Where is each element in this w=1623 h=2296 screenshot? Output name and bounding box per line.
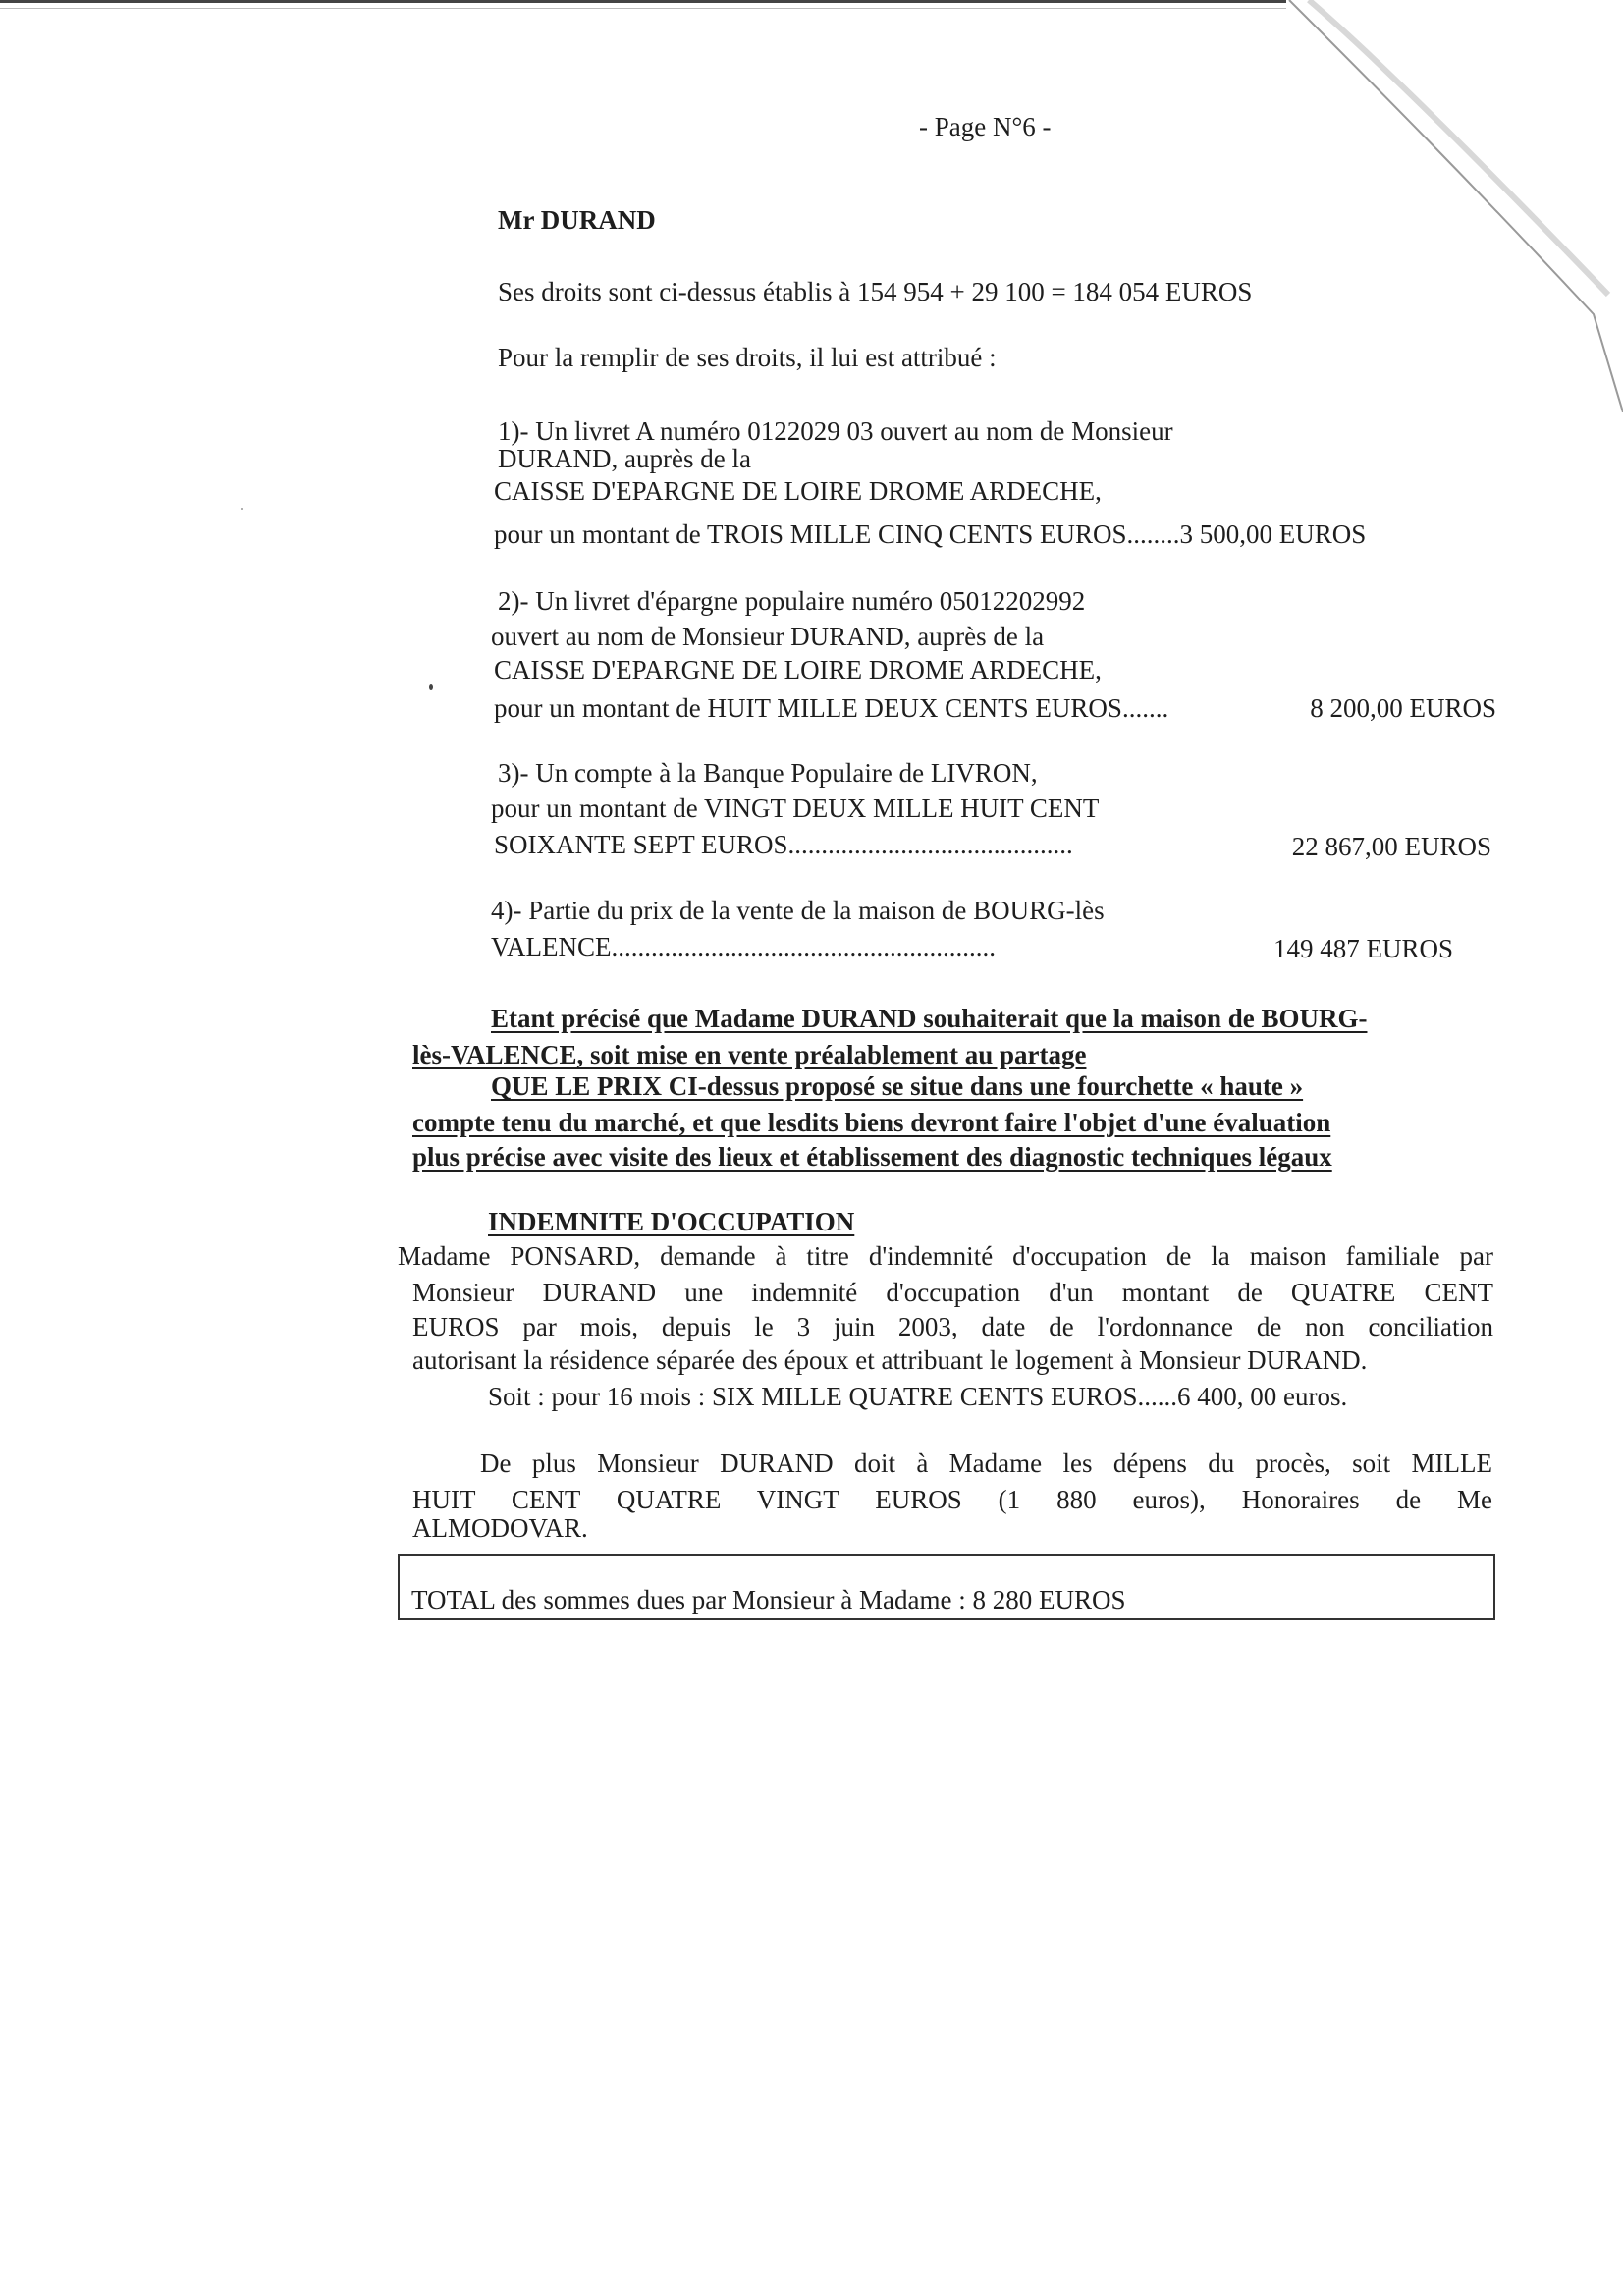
notice-line: plus précise avec visite des lieux et établissement des diagnostic techniques légaux (412, 1142, 1332, 1172)
depens-line: HUIT CENT QUATRE VINGT EUROS (1 880 euros), Honoraires de Me (412, 1485, 1492, 1514)
scan-speck (241, 508, 243, 510)
item-line: CAISSE D'EPARGNE DE LOIRE DROME ARDECHE, (494, 655, 1102, 684)
item-line: 2)- Un livret d'épargne populaire numéro 05012202992 (498, 586, 1086, 616)
indemnite-line: Madame PONSARD, demande à titre d'indemnité d'occupation de la maison familiale par (398, 1241, 1493, 1271)
folded-corner-shadow (1270, 0, 1623, 412)
rights-line: Ses droits sont ci-dessus établis à 154 954 + 29 100 = 184 054 EUROS (498, 277, 1253, 306)
notice-line: lès-VALENCE, soit mise en vente préalablement au partage (412, 1040, 1087, 1069)
total-box (398, 1554, 1495, 1620)
scan-speck (429, 684, 433, 690)
item-line: VALENCE.......................................................... (491, 932, 997, 961)
indemnite-line: Soit : pour 16 mois : SIX MILLE QUATRE CENTS EUROS......6 400, 00 euros. (488, 1382, 1348, 1411)
scan-edge-line-faint (0, 8, 1286, 9)
total-line: TOTAL des sommes dues par Monsieur à Madame : 8 280 EUROS (411, 1585, 1126, 1614)
item-line: SOIXANTE SEPT EUROS........................................... (494, 830, 1073, 859)
item-amount: 8 200,00 EUROS (1310, 693, 1496, 723)
item-line: DURAND, auprès de la (498, 444, 751, 473)
indemnite-title: INDEMNITE D'OCCUPATION (488, 1207, 855, 1236)
notice-line: Etant précisé que Madame DURAND souhaiterait que la maison de BOURG- (491, 1004, 1368, 1033)
indemnite-line: Monsieur DURAND une indemnité d'occupation d'un montant de QUATRE CENT (412, 1278, 1493, 1307)
indemnite-line: EUROS par mois, depuis le 3 juin 2003, date de l'ordonnance de non conciliation (412, 1312, 1493, 1341)
notice-line: QUE LE PRIX CI-dessus proposé se situe dans une fourchette « haute » (491, 1071, 1304, 1101)
depens-line: De plus Monsieur DURAND doit à Madame les dépens du procès, soit MILLE (480, 1449, 1492, 1478)
item-line: CAISSE D'EPARGNE DE LOIRE DROME ARDECHE, (494, 476, 1102, 506)
item-amount: 149 487 EUROS (1272, 934, 1453, 963)
item-line: 4)- Partie du prix de la vente de la maison de BOURG-lès (491, 896, 1105, 925)
notice-line: compte tenu du marché, et que lesdits biens devront faire l'objet d'une évaluation (412, 1108, 1331, 1137)
intro-line: Pour la remplir de ses droits, il lui est attribué : (498, 343, 997, 372)
indemnite-line: autorisant la résidence séparée des époux et attribuant le logement à Monsieur DURAND. (412, 1345, 1368, 1375)
item-line: pour un montant de TROIS MILLE CINQ CENTS EUROS........3 500,00 EUROS (494, 519, 1367, 549)
item-line: 1)- Un livret A numéro 0122029 03 ouvert au nom de Monsieur (498, 416, 1173, 446)
item-line: 3)- Un compte à la Banque Populaire de LIVRON, (498, 758, 1038, 788)
item-line: ouvert au nom de Monsieur DURAND, auprès de la (491, 622, 1045, 651)
depens-line: ALMODOVAR. (412, 1513, 588, 1543)
section-heading: Mr DURAND (498, 205, 656, 235)
item-line: pour un montant de VINGT DEUX MILLE HUIT CENT (491, 793, 1100, 823)
item-line: pour un montant de HUIT MILLE DEUX CENTS EUROS....... (494, 693, 1169, 723)
page-number: - Page N°6 - (919, 112, 1052, 141)
item-amount: 22 867,00 EUROS (1291, 832, 1491, 861)
scan-edge-line (0, 0, 1286, 3)
